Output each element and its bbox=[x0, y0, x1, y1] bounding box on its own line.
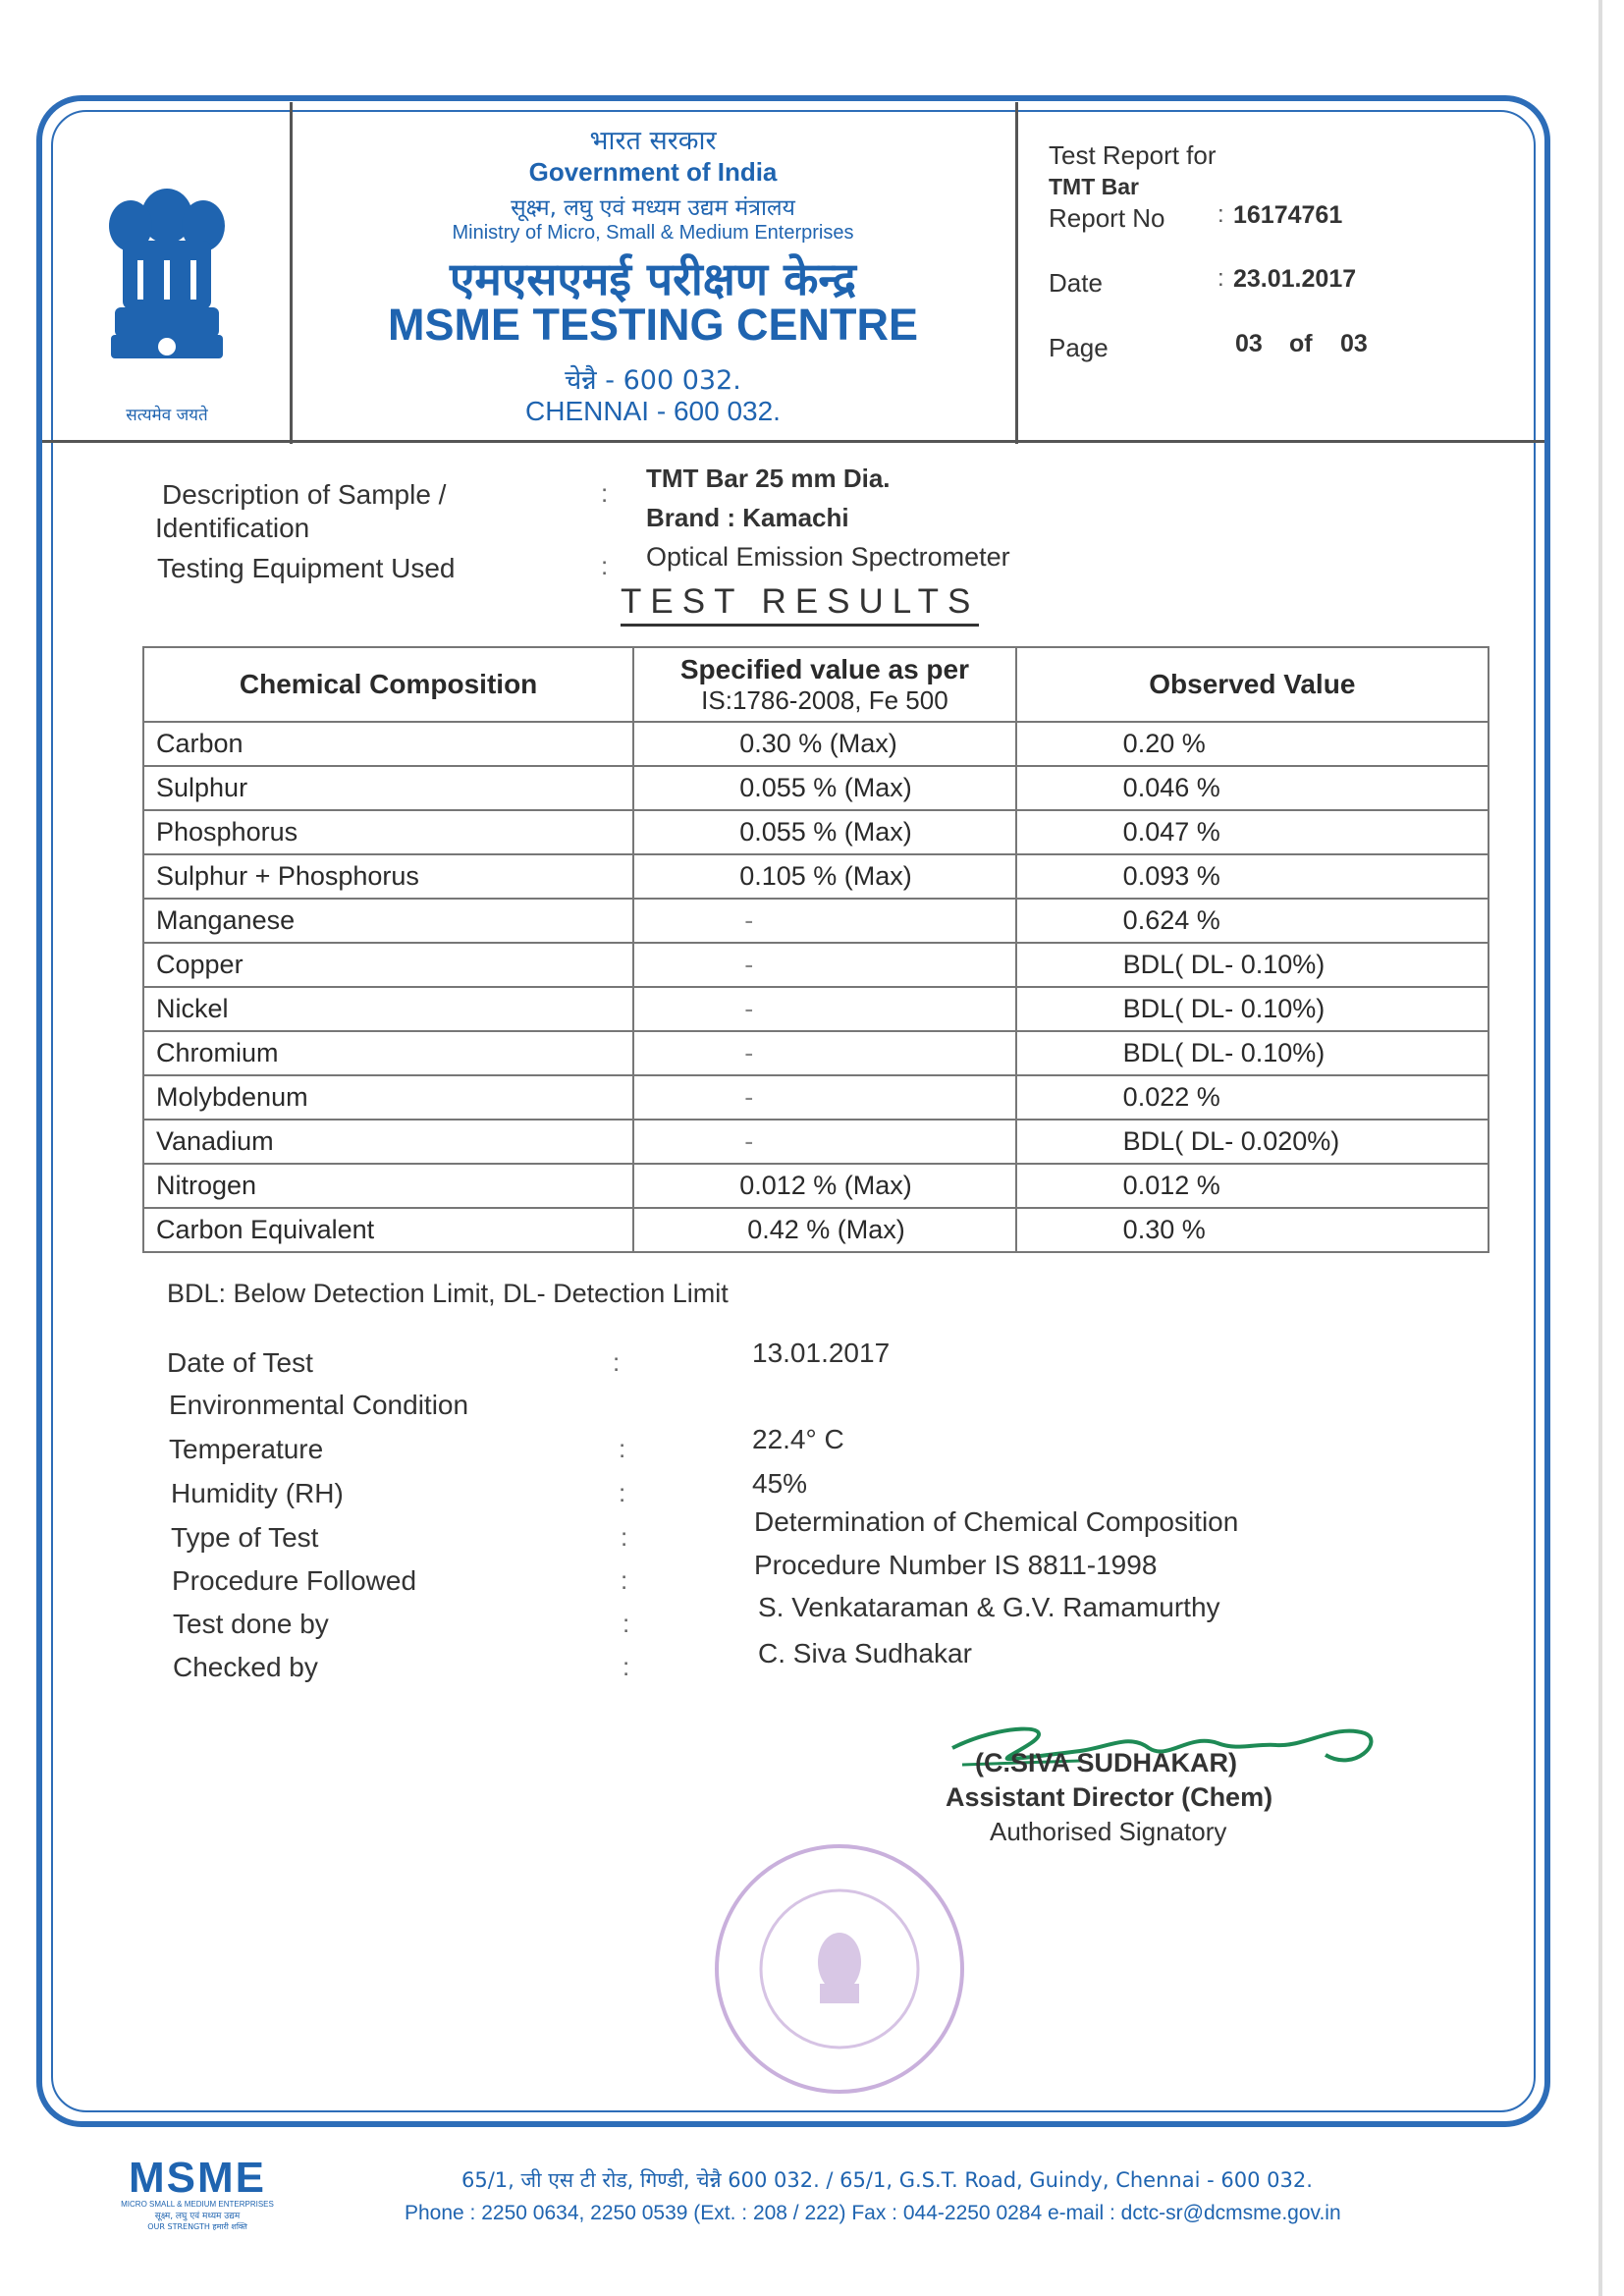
col-header-composition: Chemical Composition bbox=[143, 647, 633, 722]
report-no-value: 16174761 bbox=[1233, 201, 1343, 229]
detail-value: 45% bbox=[752, 1468, 808, 1499]
signatory-name: (C.SIVA SUDHAKAR) bbox=[975, 1748, 1237, 1777]
col-header-observed: Observed Value bbox=[1016, 647, 1489, 722]
detail-colon: : bbox=[619, 1478, 626, 1507]
signatory-role-text: Authorised Signatory bbox=[990, 1817, 1227, 1846]
table-row bbox=[143, 766, 1489, 810]
table-footnote: BDL: Below Detection Limit, DL- Detection Limit bbox=[167, 1279, 729, 1308]
detail-value: S. Venkataraman & G.V. Ramamurthy bbox=[758, 1592, 1220, 1622]
spec-cell: 0.105 % (Max) bbox=[633, 854, 1015, 899]
spec-cell: 0.30 % (Max) bbox=[633, 722, 1015, 766]
element-cell: Molybdenum bbox=[143, 1075, 633, 1120]
spec-cell: - bbox=[633, 987, 1015, 1031]
table-row bbox=[143, 1075, 1489, 1120]
col-header-spec bbox=[633, 647, 1015, 722]
observed-cell: 0.022 % bbox=[1016, 1075, 1489, 1120]
detail-label: Humidity (RH) bbox=[171, 1478, 344, 1508]
element-cell: Vanadium bbox=[143, 1120, 633, 1164]
signatory-role bbox=[990, 1817, 1226, 1847]
desc-label-1: Description of Sample / bbox=[162, 479, 447, 510]
footer-address: 65/1, जी एस टी रोड, गिण्डी, चेन्नै 600 032. / 65/1, G.S.T. Road, Guindy, Chennai - 600 032. bbox=[461, 2168, 1313, 2192]
element-cell: Phosphorus bbox=[143, 810, 633, 854]
table-row bbox=[143, 722, 1489, 766]
element-cell: Sulphur + Phosphorus bbox=[143, 854, 633, 899]
hindi-govt: भारत सरकार bbox=[589, 126, 717, 156]
spec-cell: 0.055 % (Max) bbox=[633, 766, 1015, 810]
emblem-motto: सत्यमेव जयते bbox=[126, 406, 208, 425]
table-row bbox=[143, 899, 1489, 943]
element-cell: Manganese bbox=[143, 899, 633, 943]
table-row bbox=[143, 1208, 1489, 1252]
detail-colon: : bbox=[621, 1565, 628, 1595]
desc-colon: : bbox=[601, 478, 609, 508]
hindi-ministry: सूक्ष्म, लघु एवं मध्यम उद्यम मंत्रालय bbox=[511, 195, 795, 221]
detail-colon: : bbox=[619, 1434, 626, 1463]
msme-logo-sub-hindi: सूक्ष्म, लघु एवं मध्यम उद्यम bbox=[154, 2212, 241, 2221]
signatory-designation: Assistant Director (Chem) bbox=[946, 1782, 1273, 1812]
equip-value: Optical Emission Spectrometer bbox=[646, 542, 1010, 572]
observed-cell: 0.624 % bbox=[1016, 899, 1489, 943]
scan-edge bbox=[1598, 0, 1602, 2296]
detail-colon: : bbox=[623, 1609, 630, 1638]
desc-value-2: Brand : Kamachi bbox=[646, 503, 849, 532]
results-title: TEST RESULTS bbox=[621, 582, 979, 627]
official-seal bbox=[707, 1836, 972, 2102]
report-for-label: Test Report for bbox=[1049, 140, 1217, 170]
element-cell: Copper bbox=[143, 943, 633, 987]
detail-label: Date of Test bbox=[167, 1347, 313, 1378]
table-header-row bbox=[143, 647, 1489, 722]
spec-cell: 0.42 % (Max) bbox=[633, 1208, 1015, 1252]
observed-cell: 0.012 % bbox=[1016, 1164, 1489, 1208]
msme-logo bbox=[110, 2154, 285, 2232]
ministry-title: Ministry of Micro, Small & Medium Enterprises bbox=[452, 222, 854, 244]
detail-value: Procedure Number IS 8811-1998 bbox=[754, 1550, 1158, 1580]
city: CHENNAI - 600 032. bbox=[525, 396, 781, 426]
spec-cell: - bbox=[633, 1075, 1015, 1120]
table-row bbox=[143, 810, 1489, 854]
desc-label-2: Identification bbox=[155, 513, 310, 543]
date-label: Date bbox=[1049, 268, 1103, 298]
table-row bbox=[143, 1031, 1489, 1075]
element-cell: Carbon bbox=[143, 722, 633, 766]
element-cell: Chromium bbox=[143, 1031, 633, 1075]
observed-cell: 0.047 % bbox=[1016, 810, 1489, 854]
seal-icon bbox=[707, 1836, 972, 2102]
detail-label: Temperature bbox=[169, 1434, 324, 1464]
header-divider-right bbox=[1015, 102, 1018, 444]
msme-logo-sub: MICRO SMALL & MEDIUM ENTERPRISES bbox=[121, 2200, 274, 2209]
national-emblem bbox=[93, 182, 241, 408]
observed-cell: 0.20 % bbox=[1016, 722, 1489, 766]
element-cell: Nitrogen bbox=[143, 1164, 633, 1208]
equip-colon: : bbox=[601, 551, 609, 580]
spec-cell: - bbox=[633, 943, 1015, 987]
spec-cell: - bbox=[633, 899, 1015, 943]
table-row bbox=[143, 854, 1489, 899]
detail-value: 22.4° C bbox=[752, 1424, 844, 1454]
observed-cell: BDL( DL- 0.10%) bbox=[1016, 943, 1489, 987]
centre-title: MSME TESTING CENTRE bbox=[387, 300, 919, 350]
page-label: Page bbox=[1049, 333, 1109, 362]
observed-cell: 0.046 % bbox=[1016, 766, 1489, 810]
spec-cell: - bbox=[633, 1031, 1015, 1075]
detail-value: Determination of Chemical Composition bbox=[754, 1506, 1239, 1537]
element-cell: Carbon Equivalent bbox=[143, 1208, 633, 1252]
detail-colon: : bbox=[613, 1347, 621, 1377]
observed-cell: BDL( DL- 0.10%) bbox=[1016, 1031, 1489, 1075]
date-value: 23.01.2017 bbox=[1233, 265, 1357, 293]
equip-label: Testing Equipment Used bbox=[157, 553, 456, 583]
col-header-spec-line1: Specified value as per bbox=[679, 653, 969, 684]
footer-contact: Phone : 2250 0634, 2250 0539 (Ext. : 208 / 222) Fax : 044-2250 0284 e-mail : dctc-sr@dcmsme.gov.in bbox=[405, 2202, 1341, 2224]
header-divider-left bbox=[290, 102, 293, 444]
results-table bbox=[142, 646, 1489, 1253]
spec-cell: - bbox=[633, 1120, 1015, 1164]
page-total: 03 bbox=[1340, 330, 1368, 357]
report-no-colon: : bbox=[1218, 201, 1224, 228]
page-of: of bbox=[1289, 330, 1313, 357]
spec-cell: 0.055 % (Max) bbox=[633, 810, 1015, 854]
detail-value: C. Siva Sudhakar bbox=[758, 1638, 972, 1668]
observed-cell: 0.30 % bbox=[1016, 1208, 1489, 1252]
detail-label: Checked by bbox=[173, 1652, 318, 1682]
detail-colon: : bbox=[623, 1652, 630, 1681]
observed-cell: 0.093 % bbox=[1016, 854, 1489, 899]
report-no-label: Report No bbox=[1049, 203, 1165, 233]
spec-cell: 0.012 % (Max) bbox=[633, 1164, 1015, 1208]
header-bottom-rule bbox=[42, 440, 1544, 443]
report-for-value: TMT Bar bbox=[1049, 174, 1139, 199]
page-number: 03 bbox=[1235, 330, 1263, 357]
col-header-spec-line2: IS:1786-2008, Fe 500 bbox=[701, 684, 948, 715]
element-cell: Nickel bbox=[143, 987, 633, 1031]
observed-cell: BDL( DL- 0.020%) bbox=[1016, 1120, 1489, 1164]
table-row bbox=[143, 1120, 1489, 1164]
detail-colon: : bbox=[621, 1522, 628, 1552]
msme-logo-tagline: OUR STRENGTH हमारी शक्ति bbox=[147, 2222, 247, 2231]
table-row bbox=[143, 943, 1489, 987]
emblem-icon bbox=[93, 182, 241, 408]
element-cell: Sulphur bbox=[143, 766, 633, 810]
desc-value-1: TMT Bar 25 mm Dia. bbox=[646, 464, 891, 493]
detail-label: Test done by bbox=[173, 1609, 329, 1639]
detail-label: Environmental Condition bbox=[169, 1390, 469, 1420]
govt-title: Government of India bbox=[528, 157, 778, 187]
hindi-city: चेन्नै - 600 032. bbox=[565, 365, 741, 396]
msme-logo-text: MSME bbox=[129, 2154, 266, 2202]
detail-label: Procedure Followed bbox=[172, 1565, 417, 1596]
observed-cell: BDL( DL- 0.10%) bbox=[1016, 987, 1489, 1031]
table-row bbox=[143, 987, 1489, 1031]
hindi-centre: एमएसएमई परीक्षण केन्द्र bbox=[449, 252, 857, 305]
date-colon: : bbox=[1218, 265, 1224, 292]
detail-label: Type of Test bbox=[171, 1522, 319, 1553]
detail-value: 13.01.2017 bbox=[752, 1338, 891, 1368]
table-row bbox=[143, 1164, 1489, 1208]
